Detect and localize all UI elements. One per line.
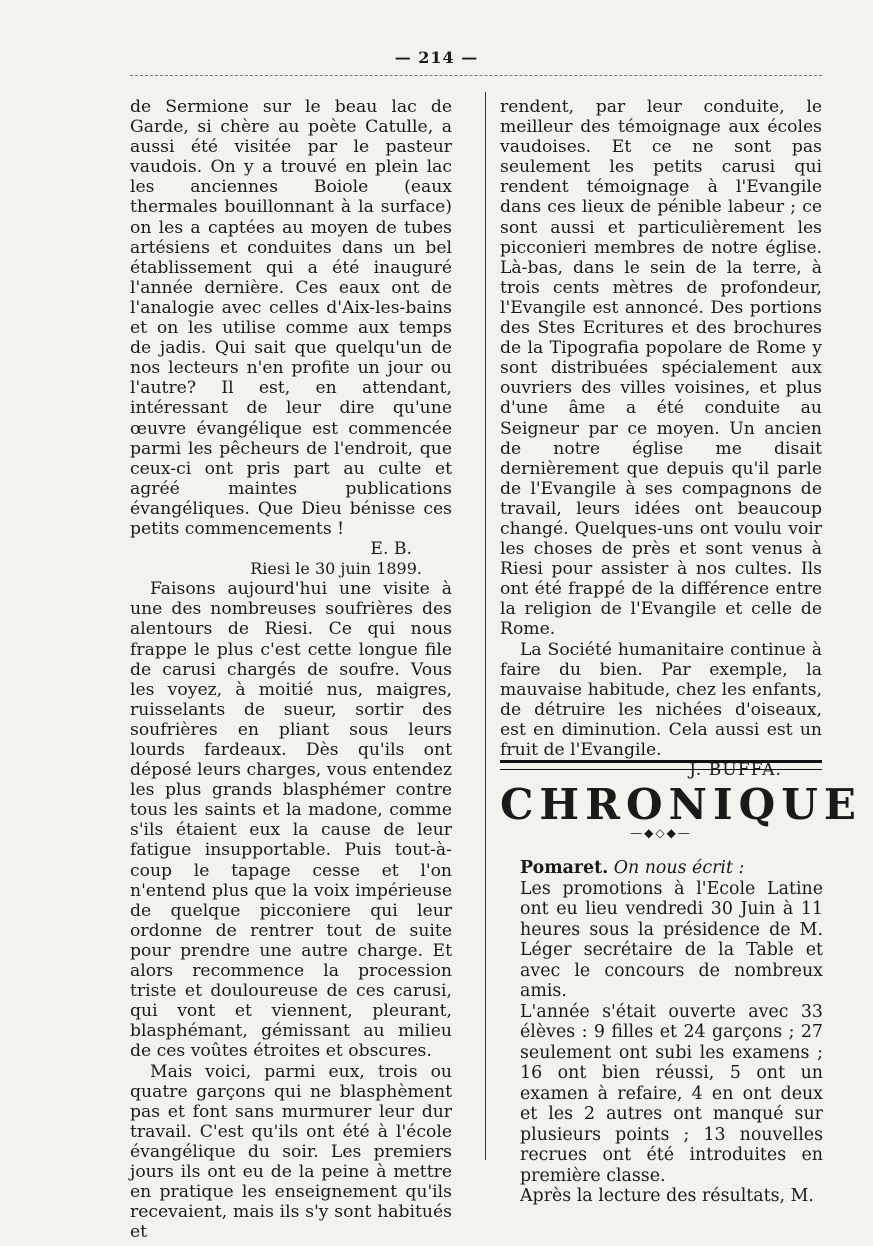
chronique-paragraph-1: Les promotions à l'Ecole Latine ont eu lieu vendredi 30 Juin à 11 heures sous la présidence de M. Léger secrétaire de la Table et avec le concours de nombreux amis. xyxy=(520,878,823,1001)
left-paragraph-3: Mais voici, parmi eux, trois ou quatre garçons qui ne blasphèment pas et font sans murmurer leur dur travail. C'est qu'ils ont été à l'école évangélique du soir. Les premiers jours ils ont eu de la peine à mettre en pratique les enseignement qu'ils recevaient, mais ils s'y sont habitués et xyxy=(130,1061,452,1243)
left-column xyxy=(130,97,452,1242)
source-note: On nous écrit : xyxy=(613,858,745,878)
left-paragraph-1: de Sermione sur le beau lac de Garde, si chère au poète Catulle, a aussi été visitée par le pasteur vaudois. On y a trouvé en plein lac les anciennes Boiole (eaux thermales bouillonnant à la surface) on les a captées au moyen de tubes artésiens et conduites dans un bel établissement qui a été inauguré l'année dernière. Ces eaux ont de l'analogie avec celles d'Aix-les-bains et on les utilise comme aux temps de jadis. Qui sait que quelqu'un de nos lecteurs n'en profite un jour ou l'autre? Il est, en attendant, intéressant de leur dire qu'une œuvre évangélique est commencée parmi les pêcheurs de l'endroit, que ceux-ci ont pris part au culte et agréé maintes publications évangéliques. Que Dieu bénisse ces petits commencements ! xyxy=(130,97,452,539)
page-number: — 214 — xyxy=(394,48,479,67)
dateline: Riesi le 30 juin 1899. xyxy=(250,559,422,579)
signature-buffa: J. BUFFA. xyxy=(689,760,782,781)
chronique-paragraph-3: Après la lecture des résultats, M. xyxy=(520,1186,814,1206)
chronique-heading-line xyxy=(520,858,823,879)
header-rule xyxy=(130,75,822,76)
chronique-column xyxy=(520,858,823,1207)
right-column xyxy=(500,97,822,780)
signature-eb: E. B. xyxy=(370,539,412,560)
section-divider xyxy=(500,760,822,770)
right-paragraph-1: rendent, par leur conduite, le meilleur des témoignage aux écoles vaudoises. Et ce ne sont pas seulement les petits carusi qui rendent témoignage à l'Evangile dans ces lieux de pénible labeur ; ce sont aussi et particulièrement les picconieri membres de notre église. Là-bas, dans le sein de la terre, à trois cents mètres de profondeur, l'Evangile est annoncé. Des portions des Stes Ecritures et des brochures de la Tipografia popolare de Rome y sont distribuées spécialement aux ouvriers des villes voisines, et plus d'une âme a été conduite au Seigneur par ce moyen. Un ancien de notre église me disait dernièrement que depuis qu'il parle de l'Evangile à ses compagnons de travail, leurs idées ont beaucoup changé. Quelques-uns ont voulu voir les choses de près et sont venus à Riesi pour assister à nos cultes. Ils ont été frappé de la différence entre la religion de l'Evangile et celle de Rome. xyxy=(500,97,822,640)
section-title: CHRONIQUE xyxy=(500,780,862,829)
ornament-divider: —◆◇◆— xyxy=(630,826,692,840)
right-paragraph-2: La Société humanitaire continue à faire du bien. Par exemple, la mauvaise habitude, chez les enfants, de détruire les nichées d'oiseaux, est en diminution. Cela aussi est un fruit de l'Evangile. xyxy=(500,639,822,760)
chronique-paragraph-2: L'année s'était ouverte avec 33 élèves : 9 filles et 24 garçons ; 27 seulement ont subi les examens ; 16 ont bien réussi, 5 ont un examen à refaire, 4 en ont deux et les 2 autres ont manqué sur plusieurs points ; 13 nouvelles recrues ont été introduites en première classe. xyxy=(520,1001,823,1186)
left-paragraph-2: Faisons aujourd'hui une visite à une des nombreuses soufrières des alentours de Riesi. Ce qui nous frappe le plus c'est cette longue file de carusi chargés de soufre. Vous les voyez, à moitié nus, maigres, ruisselants de sueur, sortir des soufrières en pliant sous leurs lourds fardeaux. Dès qu'ils ont déposé leurs charges, vous entendez les plus grands blasphémer contre tous les saints et la madone, comme s'ils étaient eux la cause de leur fatigue insupportable. Puis tout-à-coup le tapage cesse et l'on n'entend plus que la voix impérieuse de quelque picconiere qui leur ordonne de rentrer tout de suite pour prendre une autre charge. Et alors recommence la procession triste et douloureuse de ces carusi, qui vont et viennent, pleurant, blasphémant, gémissant au milieu de ces voûtes étroites et obscures. xyxy=(130,579,452,1062)
place-name: Pomaret. xyxy=(520,858,609,878)
column-divider xyxy=(485,92,486,1160)
